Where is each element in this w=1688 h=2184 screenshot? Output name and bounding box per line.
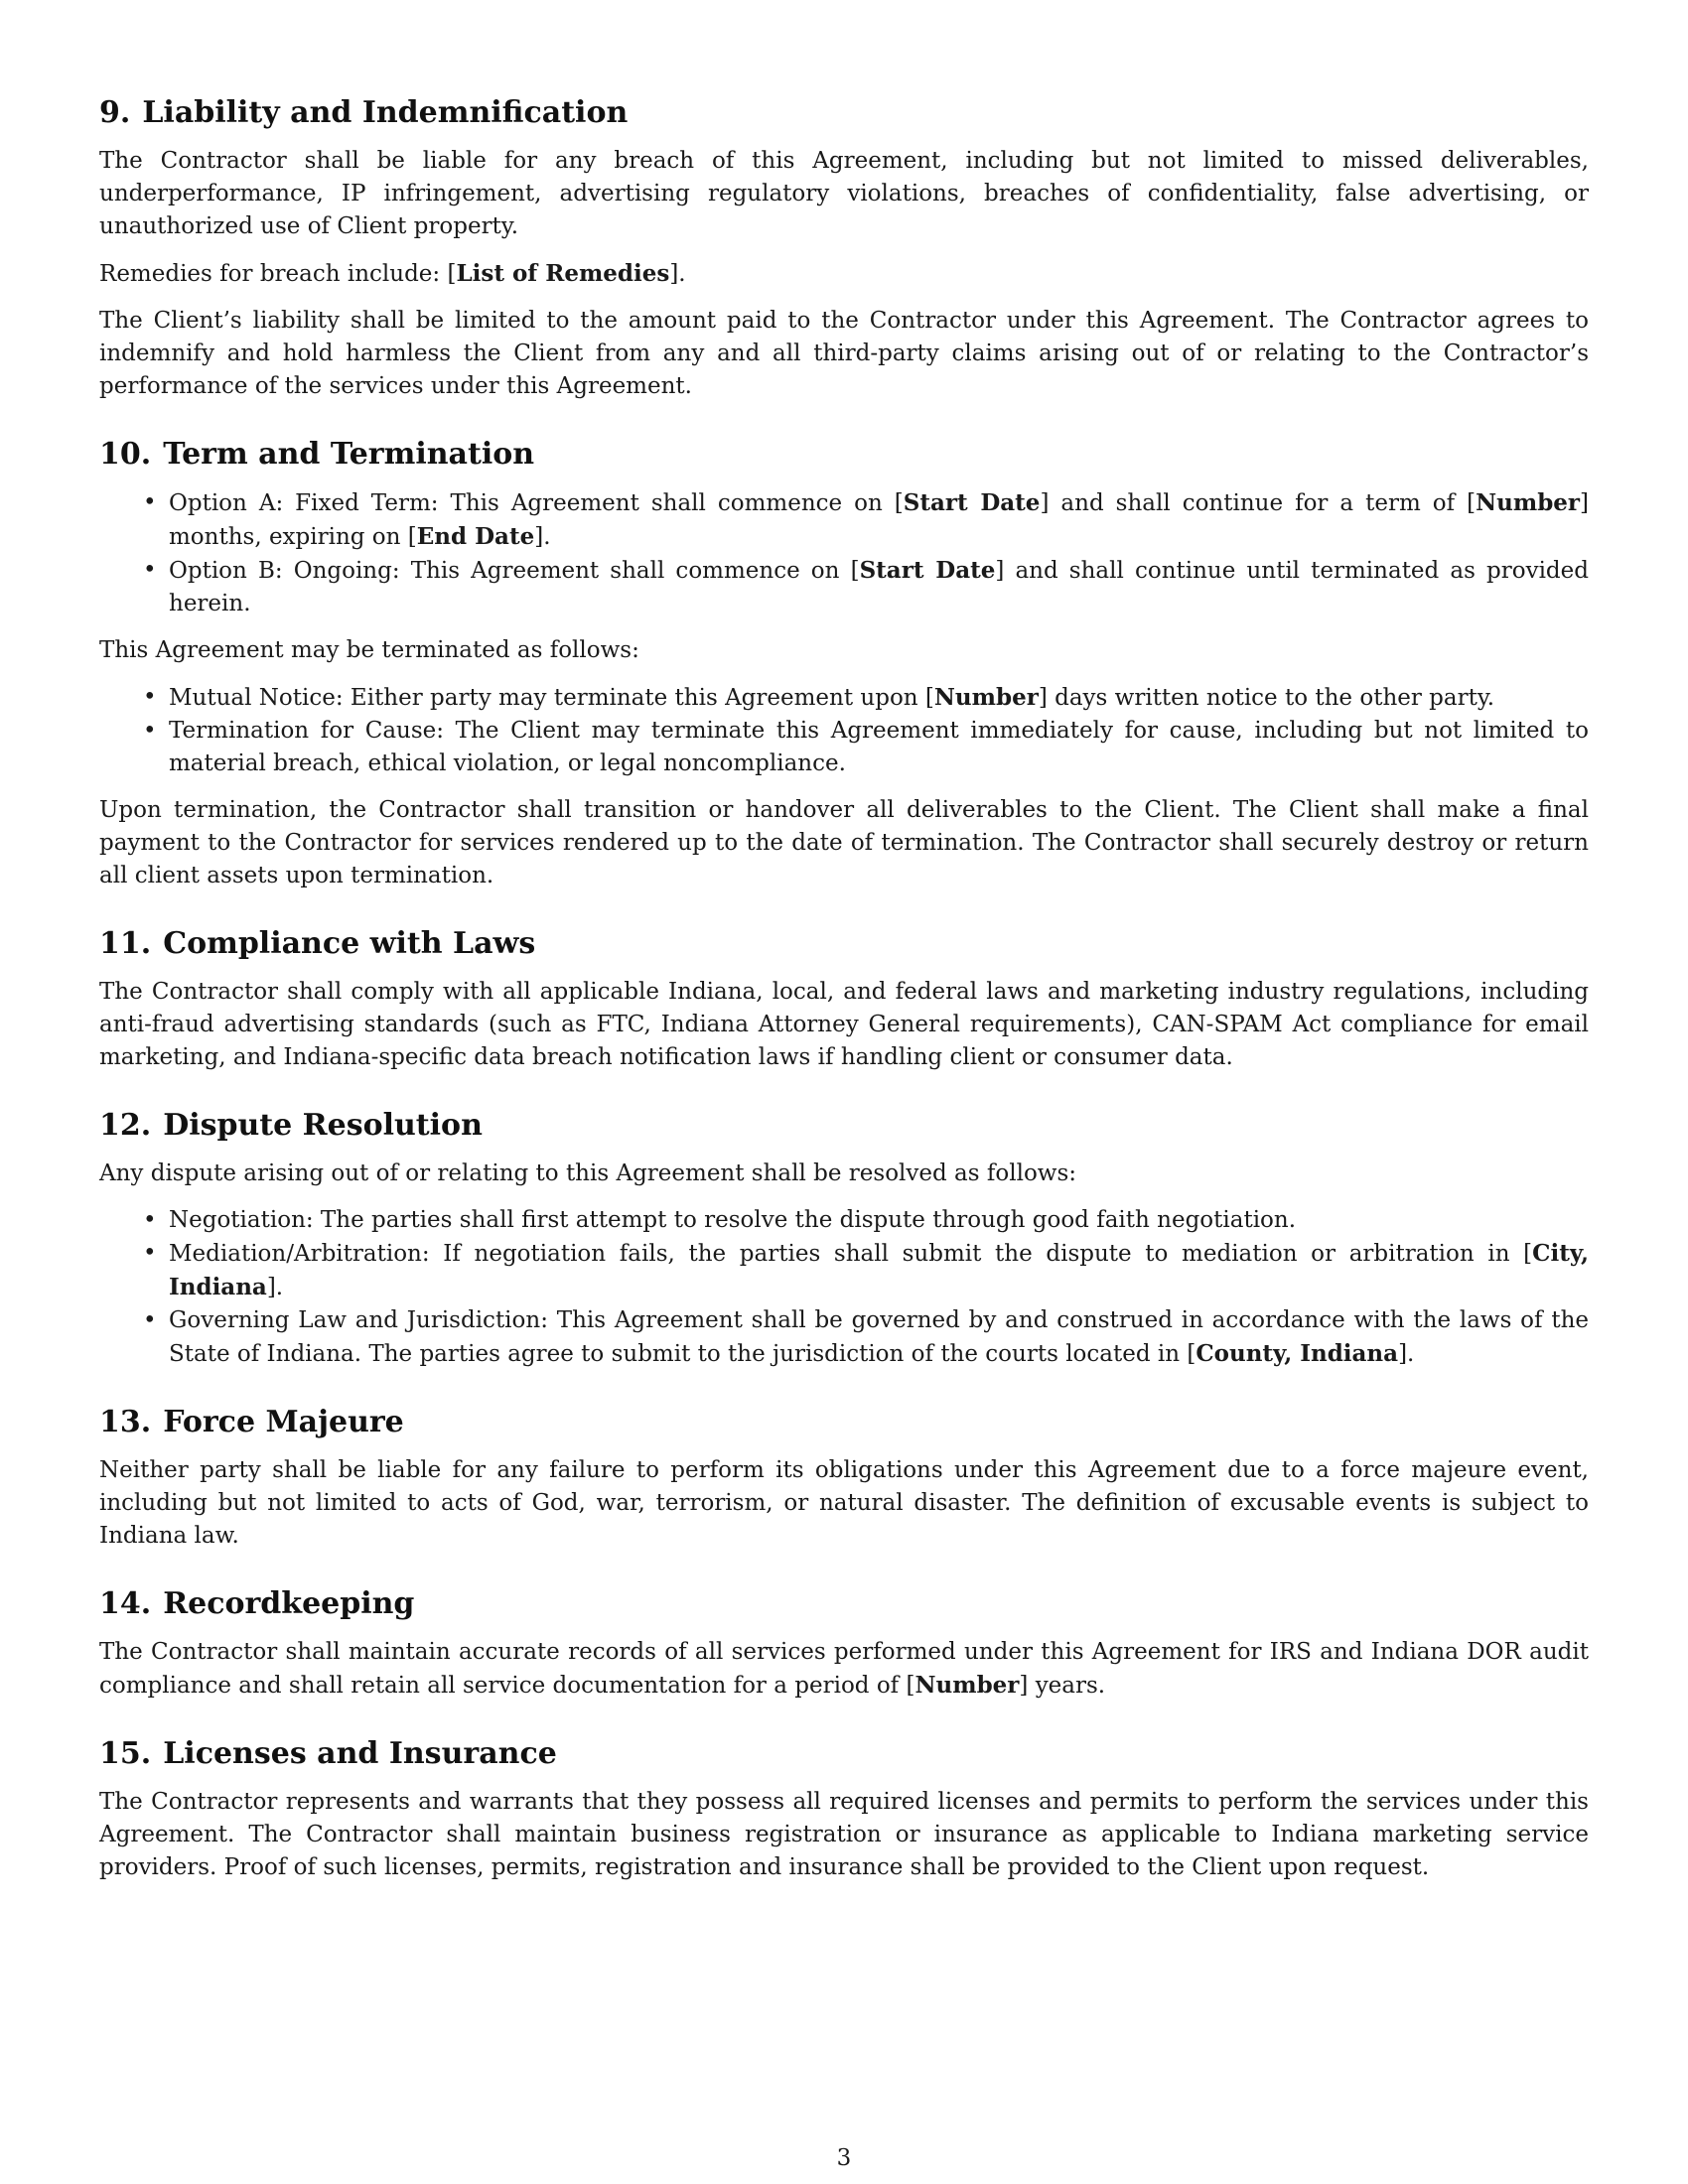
term-options-list <box>99 486 1589 620</box>
paragraph: Neither party shall be liable for any failure to perform its obligations under this Agreement due to a force majeure event, including but not limited to acts of God, war, terrorism, or natural disaster. The definition of excusable events is subject to Indiana law. <box>99 1457 1589 1549</box>
paragraph: The Client’s liability shall be limited to the amount paid to the Contractor under this Agreement. The Contractor agrees to indemnify and hold harmless the Client from any and all third-party claims arising out of or relating to the Contractor’s performance of the services under this Agreement. <box>99 308 1589 399</box>
list-item: • Mediation/Arbitration: If negotiation fails, the parties shall submit the dispute to mediation or arbitration in [City, Indiana]. <box>169 1237 1589 1304</box>
section-heading: 15. Licenses and Insurance <box>99 1736 557 1771</box>
list-item: • Negotiation: The parties shall first attempt to resolve the dispute through good faith negotiation. <box>169 1204 1589 1237</box>
paragraph: Upon termination, the Contractor shall transition or handover all deliverables to the Client. The Client shall make a final payment to the Contractor for services rendered up to the date of termination. The Contractor shall securely destroy or return all client assets upon termination. <box>99 797 1589 888</box>
list-item: • Governing Law and Jurisdiction: This Agreement shall be governed by and construed in accordance with the laws of the State of Indiana. The parties agree to submit to the jurisdiction of the courts located in [County, Indiana]. <box>169 1304 1589 1371</box>
placeholder-field: City, Indiana <box>169 1240 1589 1300</box>
placeholder-field: Number <box>914 1672 1020 1699</box>
section-term-termination <box>99 437 1589 892</box>
dispute-list <box>99 1204 1589 1371</box>
section-heading: 13. Force Majeure <box>99 1405 404 1439</box>
placeholder-field: End Date <box>416 523 535 550</box>
section-heading: 12. Dispute Resolution <box>99 1108 483 1143</box>
placeholder-field: Start Date <box>859 557 996 584</box>
list-item: • Option B: Ongoing: This Agreement shall commence on [Start Date] and shall continue until terminated as provided herein. <box>169 554 1589 620</box>
section-liability <box>99 95 1589 403</box>
placeholder-field: County, Indiana <box>1196 1340 1399 1367</box>
placeholder-field: List of Remedies <box>456 260 670 287</box>
section-compliance <box>99 926 1589 1074</box>
section-heading: 14. Recordkeeping <box>99 1586 415 1621</box>
paragraph: The Contractor represents and warrants that they possess all required licenses and permits to perform the services under this Agreement. The Contractor shall maintain business registration or insurance as applicable to Indiana marketing service providers. Proof of such licenses, permits, registration and insurance shall be provided to the Client upon request. <box>99 1789 1589 1880</box>
paragraph: This Agreement may be terminated as follows: <box>99 637 639 663</box>
paragraph: Any dispute arising out of or relating to this Agreement shall be resolved as follows: <box>99 1160 1077 1186</box>
page-number: 3 <box>836 2145 852 2171</box>
section-dispute-resolution <box>99 1108 1589 1371</box>
paragraph: Remedies for breach include: [List of Remedies]. <box>99 260 686 287</box>
document-page <box>99 95 1589 1918</box>
list-item: • Mutual Notice: Either party may terminate this Agreement upon [Number] days written notice to the other party. <box>169 681 1589 715</box>
paragraph: The Contractor shall maintain accurate records of all services performed under this Agreement for IRS and Indiana DOR audit compliance and shall retain all service documentation for a period of [Number] years. <box>99 1639 1589 1699</box>
placeholder-field: Number <box>1476 489 1581 516</box>
placeholder-field: Start Date <box>903 489 1041 516</box>
section-force-majeure <box>99 1405 1589 1553</box>
section-heading: 9. Liability and Indemnification <box>99 95 629 130</box>
list-item: • Termination for Cause: The Client may terminate this Agreement immediately for cause, including but not limited to material breach, ethical violation, or legal noncompliance. <box>169 715 1589 780</box>
section-recordkeeping <box>99 1586 1589 1703</box>
section-licenses-insurance <box>99 1736 1589 1884</box>
placeholder-field: Number <box>933 684 1039 711</box>
termination-list <box>99 681 1589 780</box>
section-heading: 10. Term and Termination <box>99 437 535 472</box>
section-heading: 11. Compliance with Laws <box>99 926 536 961</box>
paragraph: The Contractor shall comply with all applicable Indiana, local, and federal laws and marketing industry regulations, including anti-fraud advertising standards (such as FTC, Indiana Attorney General requirements), CAN-SPAM Act compliance for email marketing, and Indiana-specific data breach notification laws if handling client or consumer data. <box>99 979 1589 1070</box>
paragraph: The Contractor shall be liable for any breach of this Agreement, including but not limited to missed deliverables, underperformance, IP infringement, advertising regulatory violations, breaches of confidentiality, false advertising, or unauthorized use of Client property. <box>99 148 1589 239</box>
list-item: • Option A: Fixed Term: This Agreement shall commence on [Start Date] and shall continue for a term of [Number] months, expiring on [End Date]. <box>169 486 1589 554</box>
